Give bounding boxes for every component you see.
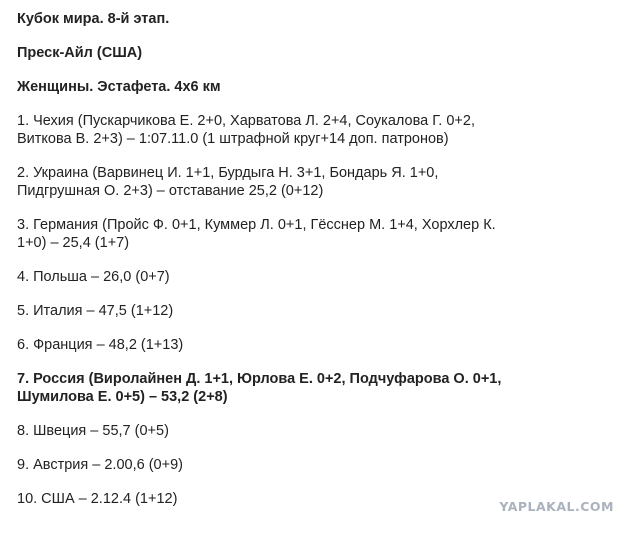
result-item — [17, 302, 617, 320]
result-line: 10. США – 2.12.4 (1+12) — [17, 491, 178, 507]
result-line: Пидгрушная О. 2+3) – отставание 25,2 (0+12) — [17, 183, 324, 199]
result-item — [17, 164, 617, 200]
result-line: 1. Чехия (Пускарчикова Е. 2+0, Харватова Л. 2+4, Соукалова Г. 0+2, — [17, 113, 475, 129]
result-line: 5. Италия – 47,5 (1+12) — [17, 303, 174, 319]
event-header-competition — [17, 10, 617, 28]
result-item — [17, 456, 617, 474]
event-header-venue — [17, 44, 617, 62]
result-line: Виткова В. 2+3) – 1:07.11.0 (1 штрафной круг+14 доп. патронов) — [17, 131, 449, 147]
result-line: 6. Франция – 48,2 (1+13) — [17, 337, 184, 353]
result-line: 7. Россия (Виролайнен Д. 1+1, Юрлова Е. 0+2, Подчуфарова О. 0+1, — [17, 371, 502, 387]
result-line: 1+0) – 25,4 (1+7) — [17, 235, 130, 251]
result-line: 2. Украина (Варвинец И. 1+1, Бурдыга Н. 3+1, Бондарь Я. 1+0, — [17, 165, 439, 181]
event-header-race — [17, 78, 617, 96]
result-item — [17, 370, 617, 406]
header-line: Преск-Айл (США) — [17, 45, 143, 61]
watermark-logo: YAPLAKAL.COM — [499, 499, 614, 514]
header-line: Кубок мира. 8-й этап. — [17, 11, 170, 27]
result-line: 3. Германия (Пройс Ф. 0+1, Куммер Л. 0+1, Гёсснер М. 1+4, Хорхлер К. — [17, 217, 496, 233]
result-line: 8. Швеция – 55,7 (0+5) — [17, 423, 169, 439]
result-line: 9. Австрия – 2.00,6 (0+9) — [17, 457, 183, 473]
result-item — [17, 216, 617, 252]
document-body — [17, 10, 617, 524]
result-item — [17, 336, 617, 354]
results-list — [17, 112, 617, 508]
result-line: 4. Польша – 26,0 (0+7) — [17, 269, 170, 285]
result-item — [17, 112, 617, 148]
result-item — [17, 268, 617, 286]
header-line: Женщины. Эстафета. 4х6 км — [17, 79, 221, 95]
result-item — [17, 422, 617, 440]
result-line: Шумилова Е. 0+5) – 53,2 (2+8) — [17, 389, 228, 405]
